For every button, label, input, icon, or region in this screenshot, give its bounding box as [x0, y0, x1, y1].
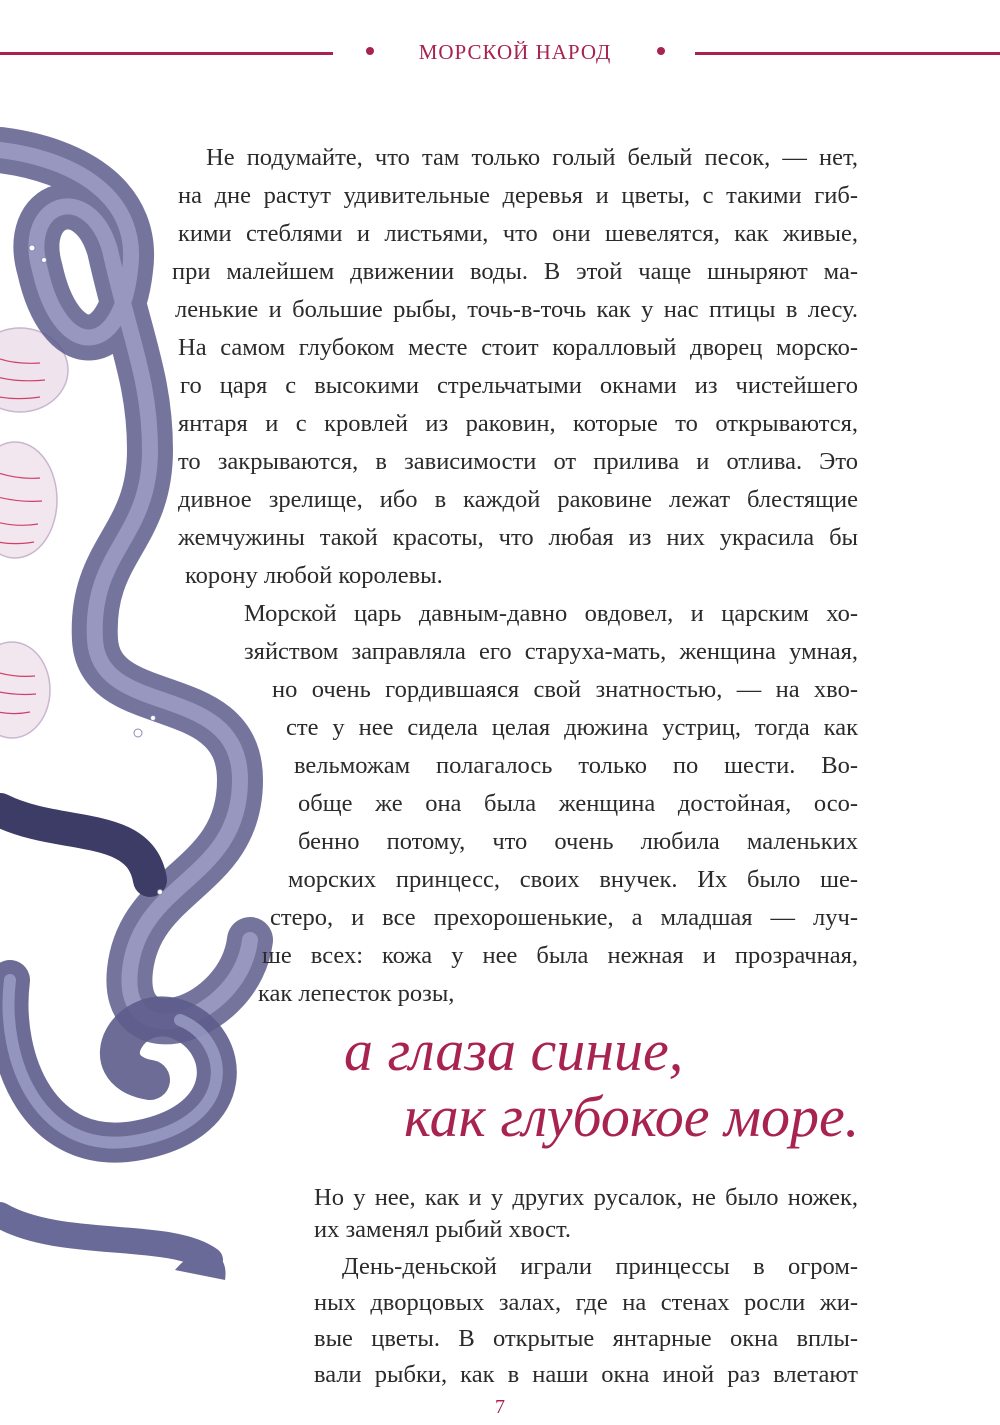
text-line: корону любой королевы. [185, 562, 443, 589]
pull-quote-line: а глаза синие, [344, 1018, 684, 1083]
text-line: то закрываются, в зависимости от прилива и отлива. Это [178, 448, 858, 475]
text-line: ленькие и большие рыбы, точь-в-точь как у нас птицы в лесу. [175, 296, 858, 323]
text-line: вельможам полагалось только по шести. Во- [294, 752, 858, 779]
text-line: при малейшем движении воды. В этой чаще шныряют ма- [172, 258, 858, 285]
text-line: дивное зрелище, ибо в каждой раковине лежат блестящие [178, 486, 858, 513]
text-line: стеро, и все прехорошенькие, а младшая — луч- [270, 904, 858, 931]
text-line: вые цветы. В открытые янтарные окна вплы- [314, 1325, 858, 1352]
running-title: МОРСКОЙ НАРОД [418, 40, 612, 64]
text-line: морских принцесс, своих внучек. Их было ше- [288, 866, 858, 893]
pull-quote-line: как глубокое море. [404, 1084, 860, 1149]
text-line: Не подумайте, что там только голый белый песок, — нет, [206, 144, 858, 171]
text-line: кими стеблями и листьями, что они шевелятся, как живые, [178, 220, 858, 247]
text-line: Морской царь давным-давно овдовел, и царским хо- [244, 600, 858, 627]
text-line: жемчужины такой красоты, что любая из них украсила бы [178, 524, 858, 551]
text-line: ше всех: кожа у нее была нежная и прозрачная, [262, 942, 858, 969]
header-bullet-left [366, 47, 374, 55]
header-rule-left [0, 52, 333, 55]
text-line: сте у нее сидела целая дюжина устриц, тогда как [286, 714, 858, 741]
text-line: обще же она была женщина достойная, осо- [298, 790, 858, 817]
header-bullet-right [657, 47, 665, 55]
page-number: 7 [495, 1396, 505, 1418]
text-line: янтаря и с кровлей из раковин, которые то открываются, [178, 410, 858, 437]
text-line: Но у нее, как и у других русалок, не было ножек, [314, 1184, 858, 1211]
running-header [0, 36, 1000, 76]
header-rule-right [695, 52, 1000, 55]
text-line: го царя с высокими стрельчатыми окнами из чистейшего [180, 372, 858, 399]
text-line: но очень гордившаяся свой знатностью, — на хво- [272, 676, 858, 703]
text-line: их заменял рыбий хвост. [314, 1216, 572, 1243]
text-line: День-деньской играли принцессы в огром- [342, 1253, 858, 1280]
text-line: На самом глубоком месте стоит коралловый дворец морско- [178, 334, 858, 361]
text-line: как лепесток розы, [258, 980, 455, 1007]
text-line: бенно потому, что очень любила маленьких [298, 828, 858, 855]
text-line: зяйством заправляла его старуха-мать, женщина умная, [244, 638, 858, 665]
text-line: вали рыбки, как в наши окна иной раз влетают [314, 1361, 858, 1388]
coral-petals-icon [0, 328, 68, 738]
text-line: ных дворцовых залах, где на стенах росли жи- [314, 1289, 858, 1316]
text-line: на дне растут удивительные деревья и цветы, с такими гиб- [178, 182, 858, 209]
